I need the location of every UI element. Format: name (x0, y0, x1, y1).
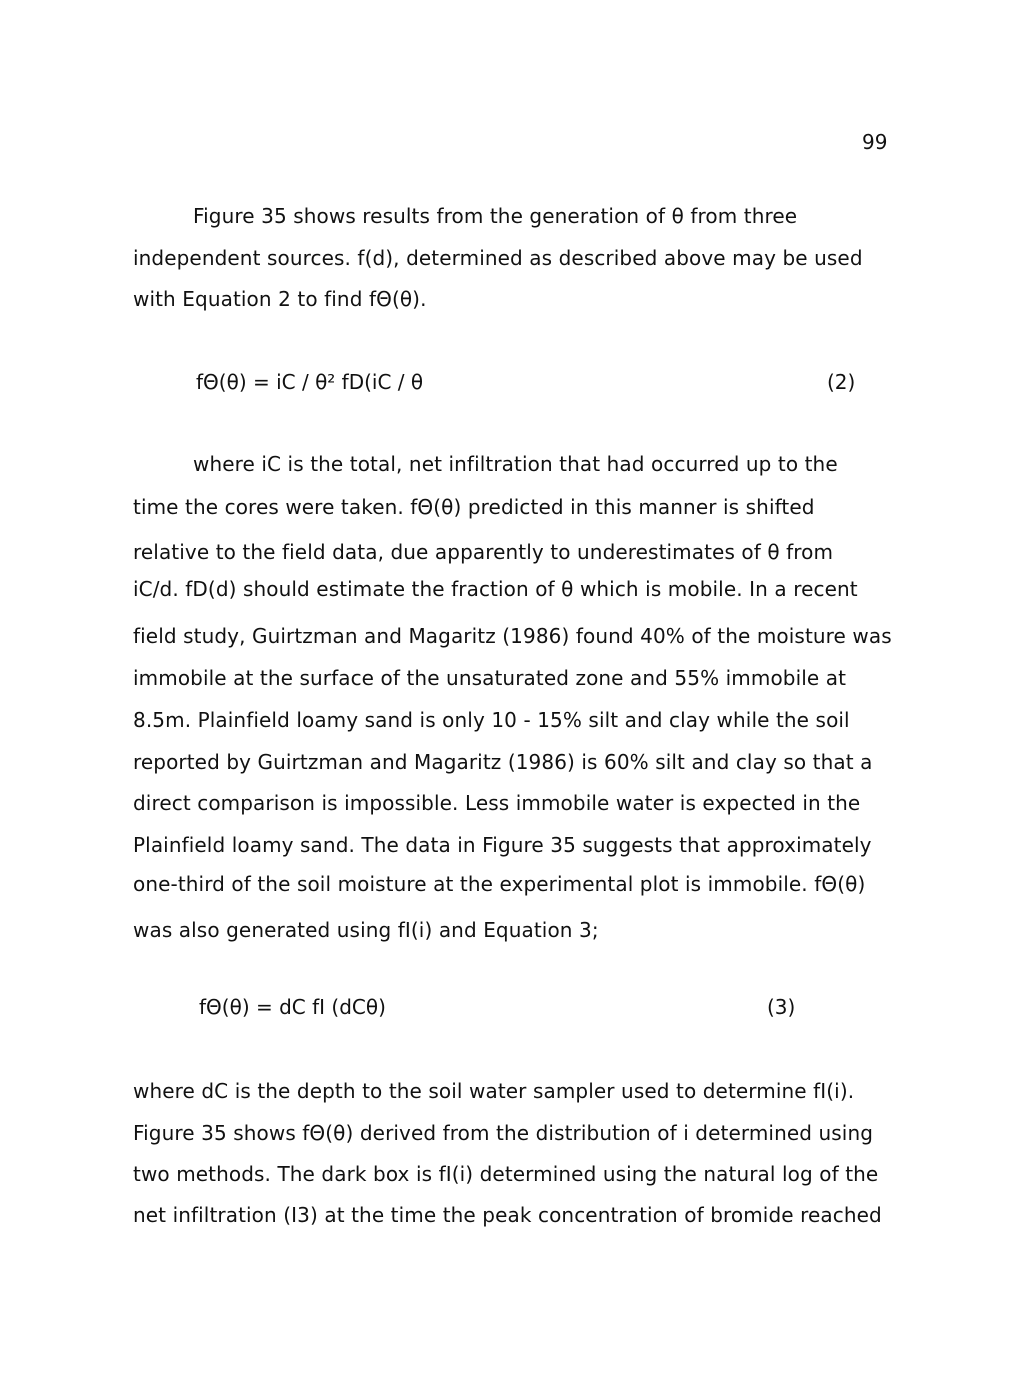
paragraph-3-line-4: net infiltration (I3) at the time the peak concentration of bromide reached (133, 1203, 882, 1227)
paragraph-2-line-2: time the cores were taken. fΘ(θ) predicted in this manner is shifted (133, 495, 815, 519)
paragraph-2-line-11: one-third of the soil moisture at the experimental plot is immobile. fΘ(θ) (133, 872, 866, 896)
equation-2: fΘ(θ) = iC / θ² fD(iC / θ (196, 370, 424, 394)
equation-2-number: (2) (827, 370, 856, 394)
paragraph-1-line-3: with Equation 2 to find fΘ(θ). (133, 287, 427, 311)
paragraph-2-line-8: reported by Guirtzman and Magaritz (1986) is 60% silt and clay so that a (133, 750, 873, 774)
page-number: 99 (862, 130, 888, 154)
paragraph-1-line-2: independent sources. f(d), determined as described above may be used (133, 246, 863, 270)
paragraph-2-line-1: where iC is the total, net infiltration that had occurred up to the (193, 452, 838, 476)
paragraph-2-line-5: field study, Guirtzman and Magaritz (1986) found 40% of the moisture was (133, 624, 892, 648)
paragraph-2-line-6: immobile at the surface of the unsaturated zone and 55% immobile at (133, 666, 847, 690)
paragraph-3-line-3: two methods. The dark box is fI(i) determined using the natural log of the (133, 1162, 879, 1186)
paragraph-3-line-1: where dC is the depth to the soil water sampler used to determine fI(i). (133, 1079, 855, 1103)
paragraph-2-line-4: iC/d. fD(d) should estimate the fraction of θ which is mobile. In a recent (133, 577, 858, 601)
equation-3-number: (3) (767, 995, 796, 1019)
paragraph-3-line-2: Figure 35 shows fΘ(θ) derived from the distribution of i determined using (133, 1121, 874, 1145)
paragraph-2-line-3: relative to the field data, due apparently to underestimates of θ from (133, 540, 834, 564)
paragraph-2-line-7: 8.5m. Plainfield loamy sand is only 10 - 15% silt and clay while the soil (133, 708, 850, 732)
paragraph-2-line-10: Plainfield loamy sand. The data in Figure 35 suggests that approximately (133, 833, 872, 857)
paragraph-2-line-9: direct comparison is impossible. Less immobile water is expected in the (133, 791, 861, 815)
equation-3: fΘ(θ) = dC fI (dCθ) (199, 995, 386, 1019)
paragraph-2-line-12: was also generated using fI(i) and Equation 3; (133, 918, 599, 942)
paragraph-1-line-1: Figure 35 shows results from the generation of θ from three (193, 204, 798, 228)
